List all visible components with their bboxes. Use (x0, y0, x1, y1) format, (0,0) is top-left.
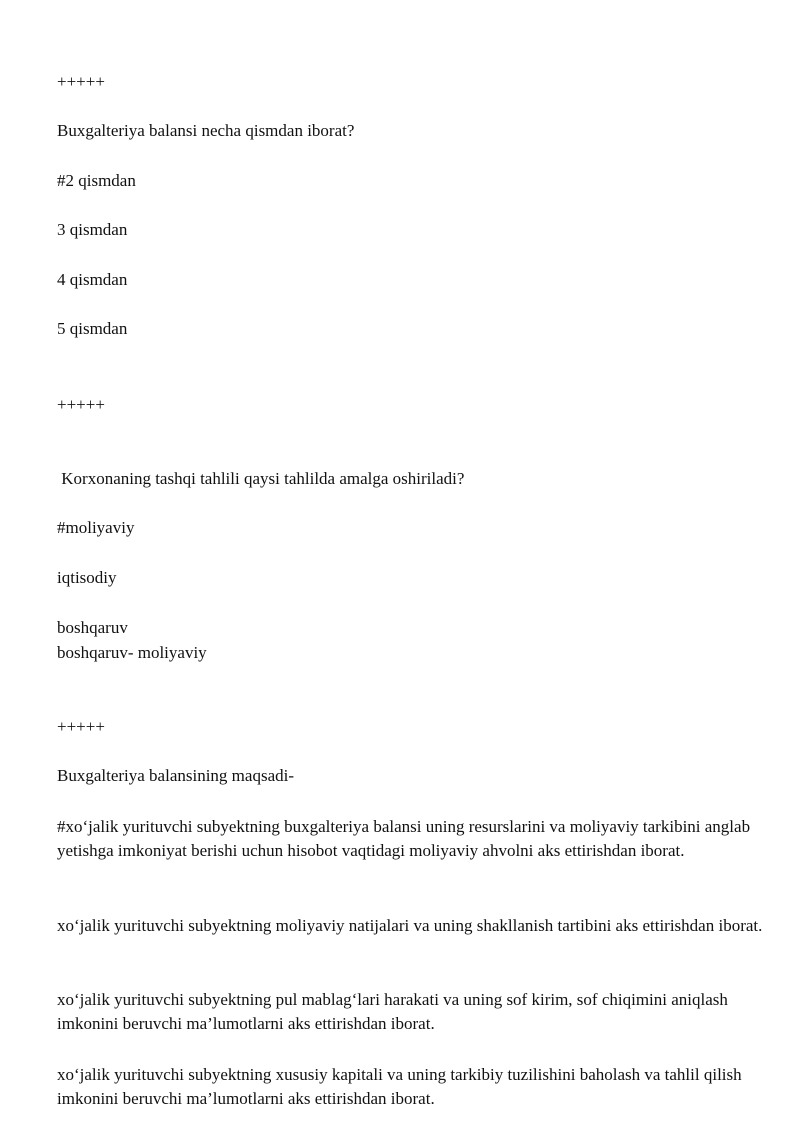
separator: +++++ (57, 395, 105, 414)
answer-correct: #2 qismdan (57, 171, 136, 190)
answer: xo‘jalik yurituvchi subyektning moliyaviy natijalari va uning shakllanish tartibini aks ettirishdan iborat. (57, 916, 763, 935)
question: Buxgalteriya balansi necha qismdan iborat? (57, 121, 355, 140)
answer: 3 qismdan (57, 220, 128, 239)
answer-correct: #xo‘jalik yurituvchi subyektning buxgalteriya balansi uning resurslarini va moliyaviy tarkibini anglab yetishga imkoniyat berishi uchun hisobot vaqtidagi moliyaviy ahvolni aks ettirishdan iborat. (57, 817, 751, 860)
answer: xo‘jalik yurituvchi subyektning pul mablag‘lari harakati va uning sof kirim, sof chiqimini aniqlash imkonini beruvchi ma’lumotlarni aks ettirishdan iborat. (57, 990, 728, 1033)
question: Korxonaning tashqi tahlili qaysi tahlilda amalga oshiriladi? (57, 469, 465, 488)
answer: boshqaruv (57, 618, 128, 637)
answer: xo‘jalik yurituvchi subyektning xususiy kapitali va uning tarkibiy tuzilishini baholash va tahlil qilish imkonini beruvchi ma’lumotlarni aks ettirishdan iborat. (57, 1065, 742, 1108)
answer: 4 qismdan (57, 270, 128, 289)
separator: +++++ (57, 72, 105, 91)
separator: +++++ (57, 717, 105, 736)
answer: 5 qismdan (57, 319, 128, 338)
answer: boshqaruv- moliyaviy (57, 643, 207, 662)
answer-correct: #moliyaviy (57, 518, 135, 537)
answer: iqtisodiy (57, 568, 117, 587)
question: Buxgalteriya balansining maqsadi- (57, 766, 294, 785)
